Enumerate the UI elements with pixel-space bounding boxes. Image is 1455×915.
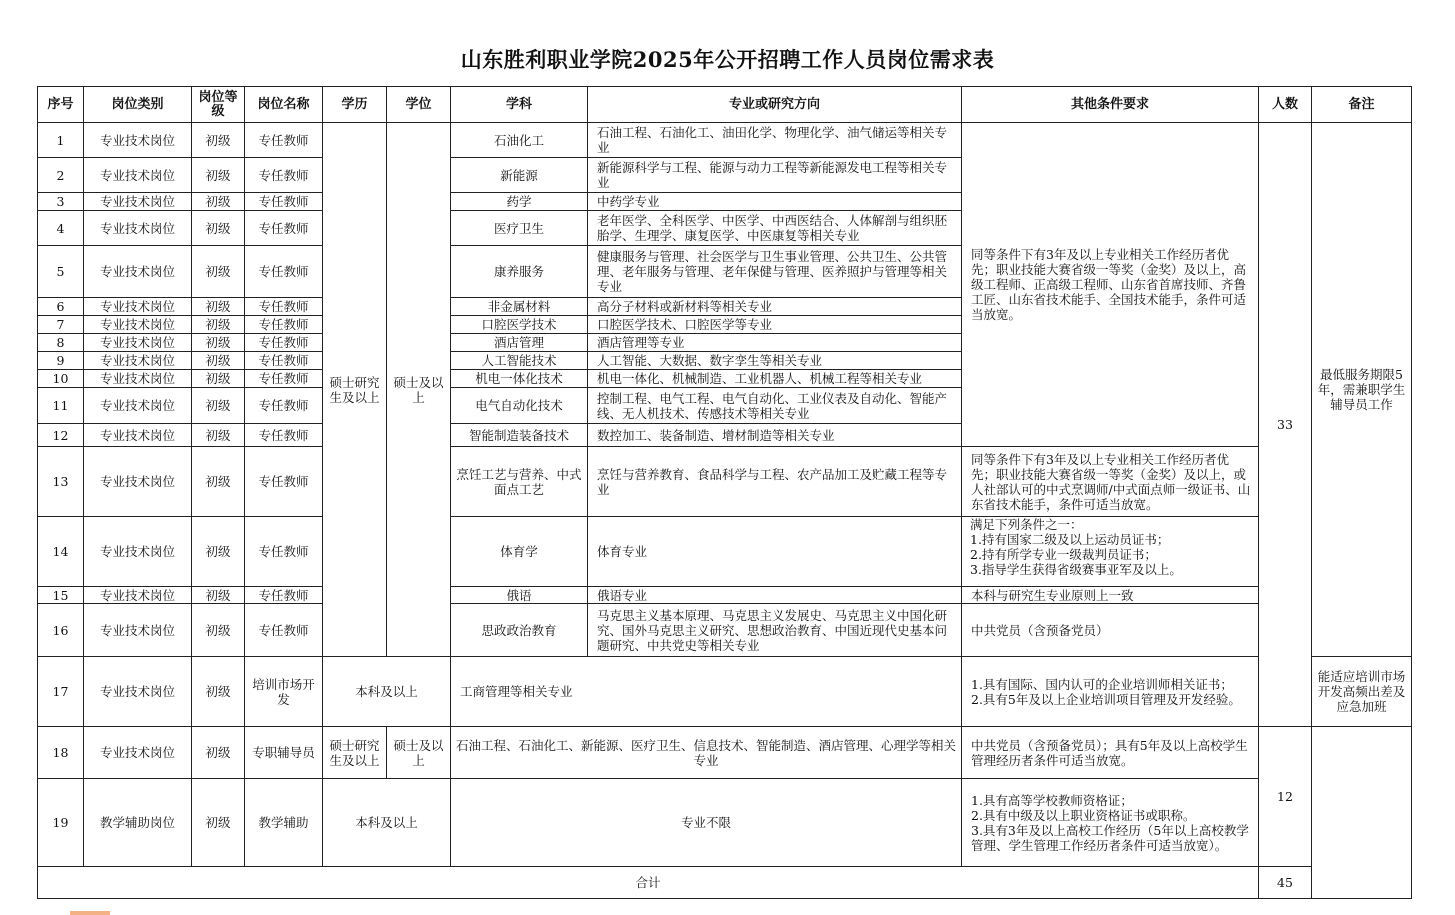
cell-major: 体育专业 (588, 517, 962, 587)
cell-category: 专业技术岗位 (84, 298, 192, 316)
header-education: 学历 (323, 87, 387, 123)
cell-seq: 4 (38, 211, 84, 246)
cell-conditions-group1: 同等条件下有3年及以上专业相关工作经历者优先；职业技能大赛省级一等奖（金奖）及以上，高级工程师、正高级工程师、山东省首席技师、齐鲁工匠、山东省技术能手、全国技术能手，条件可适当放宽。 (962, 123, 1259, 447)
cell-post-name: 专任教师 (245, 517, 323, 587)
cell-count-group1: 33 (1259, 123, 1312, 727)
cell-conditions (962, 779, 1259, 867)
cell-seq: 8 (38, 334, 84, 352)
table-row (38, 517, 1412, 587)
conditions-item: 2.具有中级及以上职业资格证书或职称。 (971, 807, 1196, 823)
cell-post-name: 专任教师 (245, 424, 323, 447)
cell-seq: 11 (38, 388, 84, 424)
cell-seq: 15 (38, 587, 84, 604)
cell-level: 初级 (192, 727, 245, 779)
cell-category: 专业技术岗位 (84, 334, 192, 352)
cell-level: 初级 (192, 388, 245, 424)
cell-level: 初级 (192, 298, 245, 316)
cell-major: 高分子材料或新材料等相关专业 (588, 298, 962, 316)
header-remark: 备注 (1312, 87, 1412, 123)
cell-education: 硕士研究生及以上 (323, 727, 387, 779)
conditions-item: 2.持有所学专业一级裁判员证书； (970, 547, 1157, 562)
cell-level: 初级 (192, 517, 245, 587)
cell-category: 专业技术岗位 (84, 727, 192, 779)
table-row (38, 123, 1412, 158)
cell-level: 初级 (192, 370, 245, 388)
cell-discipline: 俄语 (451, 587, 588, 604)
cell-seq: 3 (38, 193, 84, 211)
table-row (38, 604, 1412, 657)
cell-level: 初级 (192, 604, 245, 657)
cell-discipline: 药学 (451, 193, 588, 211)
cell-level: 初级 (192, 424, 245, 447)
header-category: 岗位类别 (84, 87, 192, 123)
conditions-heading: 满足下列条件之一： (970, 517, 1083, 532)
table-row (38, 727, 1412, 779)
cell-category: 专业技术岗位 (84, 211, 192, 246)
cell-level: 初级 (192, 779, 245, 867)
total-label: 合计 (38, 867, 1259, 899)
cell-category: 专业技术岗位 (84, 316, 192, 334)
cell-post-name: 专任教师 (245, 370, 323, 388)
cell-discipline: 电气自动化技术 (451, 388, 588, 424)
cell-category: 专业技术岗位 (84, 447, 192, 517)
cell-seq: 5 (38, 246, 84, 298)
cell-major: 健康服务与管理、社会医学与卫生事业管理、公共卫生、公共管理、老年服务与管理、老年保健与管理、医养照护与管理等相关专业 (588, 246, 962, 298)
cell-level: 初级 (192, 447, 245, 517)
cell-category: 专业技术岗位 (84, 388, 192, 424)
cell-discipline: 机电一体化技术 (451, 370, 588, 388)
cell-category: 专业技术岗位 (84, 158, 192, 193)
total-row (38, 867, 1412, 899)
cell-discipline: 医疗卫生 (451, 211, 588, 246)
cell-major: 口腔医学技术、口腔医学等专业 (588, 316, 962, 334)
cell-major: 酒店管理等专业 (588, 334, 962, 352)
cell-conditions: 同等条件下有3年及以上专业相关工作经历者优先；职业技能大赛省级一等奖（金奖）及以上，或人社部认可的中式烹调师/中式面点师一级证书、山东省技术能手，条件可适当放宽。 (962, 447, 1259, 517)
cell-conditions: 本科与研究生专业原则上一致 (962, 587, 1259, 604)
cell-category: 专业技术岗位 (84, 352, 192, 370)
cell-post-name: 专任教师 (245, 352, 323, 370)
cell-post-name: 专任教师 (245, 587, 323, 604)
conditions-item: 1.具有国际、国内认可的企业培训师相关证书； (971, 676, 1233, 692)
cell-level: 初级 (192, 158, 245, 193)
table-row (38, 657, 1412, 727)
cell-remark-group1: 最低服务期限5年，需兼职学生辅导员工作 (1312, 123, 1412, 657)
cell-degree: 硕士及以上 (387, 727, 451, 779)
cell-seq: 10 (38, 370, 84, 388)
cell-major: 老年医学、全科医学、中医学、中西医结合、人体解剖与组织胚胎学、生理学、康复医学、中医康复等相关专业 (588, 211, 962, 246)
header-degree: 学位 (387, 87, 451, 123)
cell-post-name: 专任教师 (245, 298, 323, 316)
conditions-item: 3.具有3年及以上高校工作经历（5年以上高校教学管理、学生管理工作经历者条件可适当放宽）。 (971, 822, 1249, 853)
cell-post-name: 专任教师 (245, 193, 323, 211)
cell-level: 初级 (192, 211, 245, 246)
cell-conditions: 中共党员（含预备党员） (962, 604, 1259, 657)
cell-category: 专业技术岗位 (84, 424, 192, 447)
conditions-item: 1.具有高等学校教师资格证； (971, 792, 1133, 808)
cell-seq: 18 (38, 727, 84, 779)
table-row (38, 587, 1412, 604)
cell-level: 初级 (192, 316, 245, 334)
cell-education: 本科及以上 (323, 657, 451, 727)
cell-category: 专业技术岗位 (84, 587, 192, 604)
cell-degree-group1: 硕士及以上 (387, 123, 451, 657)
header-seq: 序号 (38, 87, 84, 123)
cell-post-name: 专职辅导员 (245, 727, 323, 779)
cell-seq: 13 (38, 447, 84, 517)
cell-level: 初级 (192, 193, 245, 211)
table-row (38, 779, 1412, 867)
cell-post-name: 专任教师 (245, 246, 323, 298)
cell-seq: 19 (38, 779, 84, 867)
cell-post-name: 教学辅助 (245, 779, 323, 867)
cell-seq: 1 (38, 123, 84, 158)
cell-seq: 14 (38, 517, 84, 587)
conditions-item: 3.指导学生获得省级赛事亚军及以上。 (970, 562, 1182, 577)
header-level: 岗位等级 (192, 87, 245, 123)
cell-seq: 6 (38, 298, 84, 316)
cell-major: 马克思主义基本原理、马克思主义发展史、马克思主义中国化研究、国外马克思主义研究、思想政治教育、中国近现代史基本问题研究、中共党史等相关专业 (588, 604, 962, 657)
cell-post-name: 专任教师 (245, 123, 323, 158)
header-row (38, 87, 1412, 123)
cell-count-18-19: 12 (1259, 727, 1312, 867)
cell-major: 工商管理等相关专业 (451, 657, 962, 727)
cell-category: 教学辅助岗位 (84, 779, 192, 867)
cell-major: 俄语专业 (588, 587, 962, 604)
job-requirements-table (37, 86, 1412, 899)
cell-discipline: 非金属材料 (451, 298, 588, 316)
conditions-item: 1.持有国家二级及以上运动员证书； (970, 532, 1170, 547)
cell-level: 初级 (192, 352, 245, 370)
cell-post-name: 专任教师 (245, 334, 323, 352)
cell-discipline: 思政政治教育 (451, 604, 588, 657)
cell-category: 专业技术岗位 (84, 370, 192, 388)
header-count: 人数 (1259, 87, 1312, 123)
cell-discipline: 酒店管理 (451, 334, 588, 352)
cell-conditions (962, 517, 1259, 587)
cell-discipline: 人工智能技术 (451, 352, 588, 370)
page-title: 山东胜利职业学院2025年公开招聘工作人员岗位需求表 (460, 47, 995, 72)
cell-post-name: 专任教师 (245, 447, 323, 517)
cell-discipline: 康养服务 (451, 246, 588, 298)
cell-remark: 能适应培训市场开发高频出差及应急加班 (1312, 657, 1412, 727)
cell-major: 烹饪与营养教育、食品科学与工程、农产品加工及贮藏工程等专业 (588, 447, 962, 517)
cell-post-name: 专任教师 (245, 604, 323, 657)
cell-level: 初级 (192, 334, 245, 352)
cell-discipline: 烹饪工艺与营养、中式面点工艺 (451, 447, 588, 517)
cell-major: 石油工程、石油化工、油田化学、物理化学、油气储运等相关专业 (588, 123, 962, 158)
cell-discipline: 新能源 (451, 158, 588, 193)
cell-discipline: 口腔医学技术 (451, 316, 588, 334)
header-discipline: 学科 (451, 87, 588, 123)
cell-category: 专业技术岗位 (84, 193, 192, 211)
cell-major: 中药学专业 (588, 193, 962, 211)
cell-conditions: 中共党员（含预备党员）；具有5年及以上高校学生管理经历者条件可适当放宽。 (962, 727, 1259, 779)
cell-seq: 12 (38, 424, 84, 447)
cell-level: 初级 (192, 587, 245, 604)
cell-post-name: 专任教师 (245, 211, 323, 246)
cell-conditions (962, 657, 1259, 727)
cell-category: 专业技术岗位 (84, 657, 192, 727)
cell-major: 专业不限 (451, 779, 962, 867)
cell-level: 初级 (192, 657, 245, 727)
cell-seq: 16 (38, 604, 84, 657)
cell-discipline: 体育学 (451, 517, 588, 587)
cell-category: 专业技术岗位 (84, 517, 192, 587)
cell-post-name: 专任教师 (245, 316, 323, 334)
cell-discipline: 智能制造装备技术 (451, 424, 588, 447)
cell-seq: 2 (38, 158, 84, 193)
cell-major: 机电一体化、机械制造、工业机器人、机械工程等相关专业 (588, 370, 962, 388)
cell-category: 专业技术岗位 (84, 246, 192, 298)
cell-major: 人工智能、大数据、数字孪生等相关专业 (588, 352, 962, 370)
cell-category: 专业技术岗位 (84, 123, 192, 158)
cell-major: 数控加工、装备制造、增材制造等相关专业 (588, 424, 962, 447)
table-row (38, 447, 1412, 517)
cell-seq: 9 (38, 352, 84, 370)
header-conditions: 其他条件要求 (962, 87, 1259, 123)
cell-remark-empty (1312, 727, 1412, 899)
cell-seq: 17 (38, 657, 84, 727)
bottom-decoration (70, 911, 110, 915)
header-name: 岗位名称 (245, 87, 323, 123)
cell-major: 新能源科学与工程、能源与动力工程等新能源发电工程等相关专业 (588, 158, 962, 193)
conditions-item: 2.具有5年及以上企业培训项目管理及开发经验。 (971, 691, 1241, 707)
cell-post-name: 培训市场开发 (245, 657, 323, 727)
header-major: 专业或研究方向 (588, 87, 962, 123)
cell-seq: 7 (38, 316, 84, 334)
cell-category: 专业技术岗位 (84, 604, 192, 657)
cell-major: 石油工程、石油化工、新能源、医疗卫生、信息技术、智能制造、酒店管理、心理学等相关专业 (451, 727, 962, 779)
cell-major: 控制工程、电气工程、电气自动化、工业仪表及自动化、智能产线、无人机技术、传感技术等相关专业 (588, 388, 962, 424)
cell-post-name: 专任教师 (245, 388, 323, 424)
cell-education: 本科及以上 (323, 779, 451, 867)
cell-level: 初级 (192, 123, 245, 158)
cell-discipline: 石油化工 (451, 123, 588, 158)
cell-level: 初级 (192, 246, 245, 298)
total-count: 45 (1259, 867, 1312, 899)
cell-post-name: 专任教师 (245, 158, 323, 193)
cell-education-group1: 硕士研究生及以上 (323, 123, 387, 657)
